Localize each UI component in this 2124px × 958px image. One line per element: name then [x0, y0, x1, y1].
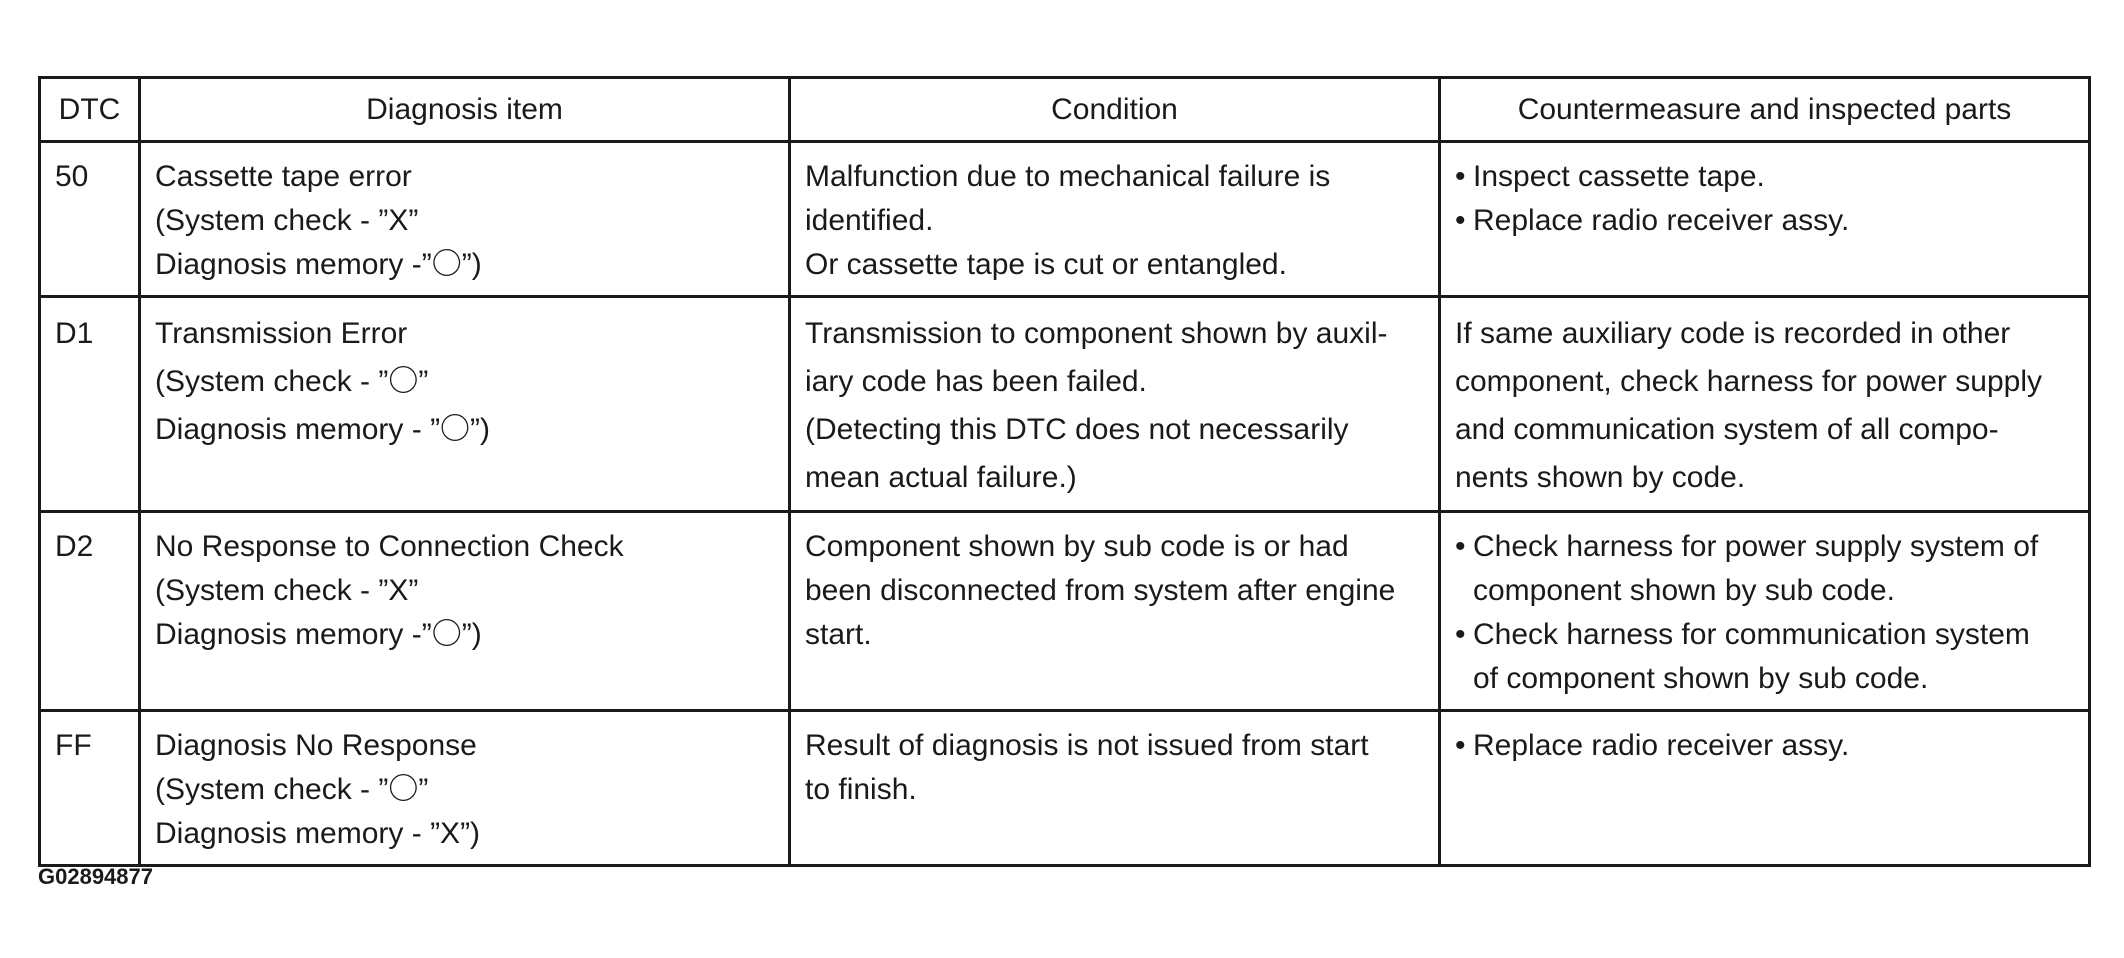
system-check: (System check - ”〇”	[155, 773, 429, 806]
diagnosis-item-cell	[140, 142, 790, 297]
bullet-icon: •	[1455, 618, 1466, 651]
countermeasure-cell	[1440, 512, 2090, 711]
system-check: (System check - ”X”	[155, 204, 419, 237]
diagnosis-memory: Diagnosis memory -”〇”)	[155, 248, 482, 281]
countermeasure-line: nents shown by code.	[1455, 461, 1746, 494]
bullet-icon: •	[1455, 530, 1466, 563]
header-countermeasure: Countermeasure and inspected parts	[1440, 78, 2090, 142]
table-row	[40, 142, 2090, 297]
table-header-row	[40, 78, 2090, 142]
countermeasure-bullet-continued: of component shown by sub code.	[1473, 662, 1929, 695]
table-row	[40, 297, 2090, 512]
countermeasure-cell	[1440, 142, 2090, 297]
countermeasure-line: and communication system of all compo-	[1455, 413, 1999, 446]
header-condition: Condition	[790, 78, 1440, 142]
countermeasure-bullet: • Check harness for power supply system of	[1455, 525, 2074, 569]
diagnosis-item-cell	[140, 512, 790, 711]
figure-id: G02894877	[38, 864, 153, 889]
diagnosis-memory: Diagnosis memory - ”X”)	[155, 817, 481, 850]
condition-cell	[790, 297, 1440, 512]
header-diagnosis-item: Diagnosis item	[140, 78, 790, 142]
diagnosis-title: Cassette tape error	[155, 160, 412, 193]
countermeasure-cell	[1440, 711, 2090, 866]
dtc-code: 50	[40, 142, 140, 297]
diagnosis-memory: Diagnosis memory - ”〇”)	[155, 413, 491, 446]
system-check: (System check - ”〇”	[155, 365, 429, 398]
dtc-code: D2	[40, 512, 140, 711]
condition-line: Result of diagnosis is not issued from start	[805, 729, 1369, 762]
countermeasure-bullet: • Inspect cassette tape.	[1455, 155, 2074, 199]
diagnosis-memory: Diagnosis memory -”〇”)	[155, 618, 482, 651]
condition-line: iary code has been failed.	[805, 365, 1147, 398]
bullet-icon: •	[1455, 729, 1466, 762]
table-row	[40, 512, 2090, 711]
dtc-code: FF	[40, 711, 140, 866]
condition-line: Or cassette tape is cut or entangled.	[805, 248, 1287, 281]
diagnosis-title: Transmission Error	[155, 317, 408, 350]
condition-cell	[790, 711, 1440, 866]
bullet-icon: •	[1455, 160, 1466, 193]
condition-line: Malfunction due to mechanical failure is	[805, 160, 1331, 193]
system-check: (System check - ”X”	[155, 574, 419, 607]
diagnosis-title: Diagnosis No Response	[155, 729, 477, 762]
bullet-icon: •	[1455, 204, 1466, 237]
table-row	[40, 711, 2090, 866]
diagnosis-item-cell	[140, 711, 790, 866]
countermeasure-bullet: • Replace radio receiver assy.	[1455, 724, 2074, 768]
condition-line: Component shown by sub code is or had	[805, 530, 1349, 563]
condition-line: identified.	[805, 204, 934, 237]
condition-cell	[790, 142, 1440, 297]
countermeasure-cell	[1440, 297, 2090, 512]
diagnosis-title: No Response to Connection Check	[155, 530, 624, 563]
condition-line: mean actual failure.)	[805, 461, 1077, 494]
dtc-table	[38, 76, 2091, 867]
condition-line: (Detecting this DTC does not necessarily	[805, 413, 1349, 446]
countermeasure-bullet: • Check harness for communication system	[1455, 613, 2074, 657]
header-dtc: DTC	[40, 78, 140, 142]
countermeasure-line: component, check harness for power supply	[1455, 365, 2042, 398]
condition-line: to finish.	[805, 773, 917, 806]
countermeasure-line: If same auxiliary code is recorded in other	[1455, 317, 2011, 350]
dtc-code: D1	[40, 297, 140, 512]
countermeasure-bullet: • Replace radio receiver assy.	[1455, 199, 2074, 243]
condition-line: Transmission to component shown by auxil-	[805, 317, 1388, 350]
condition-cell	[790, 512, 1440, 711]
condition-line: been disconnected from system after engine	[805, 574, 1396, 607]
condition-line: start.	[805, 618, 872, 651]
diagnosis-item-cell	[140, 297, 790, 512]
countermeasure-bullet-continued: component shown by sub code.	[1473, 574, 1895, 607]
